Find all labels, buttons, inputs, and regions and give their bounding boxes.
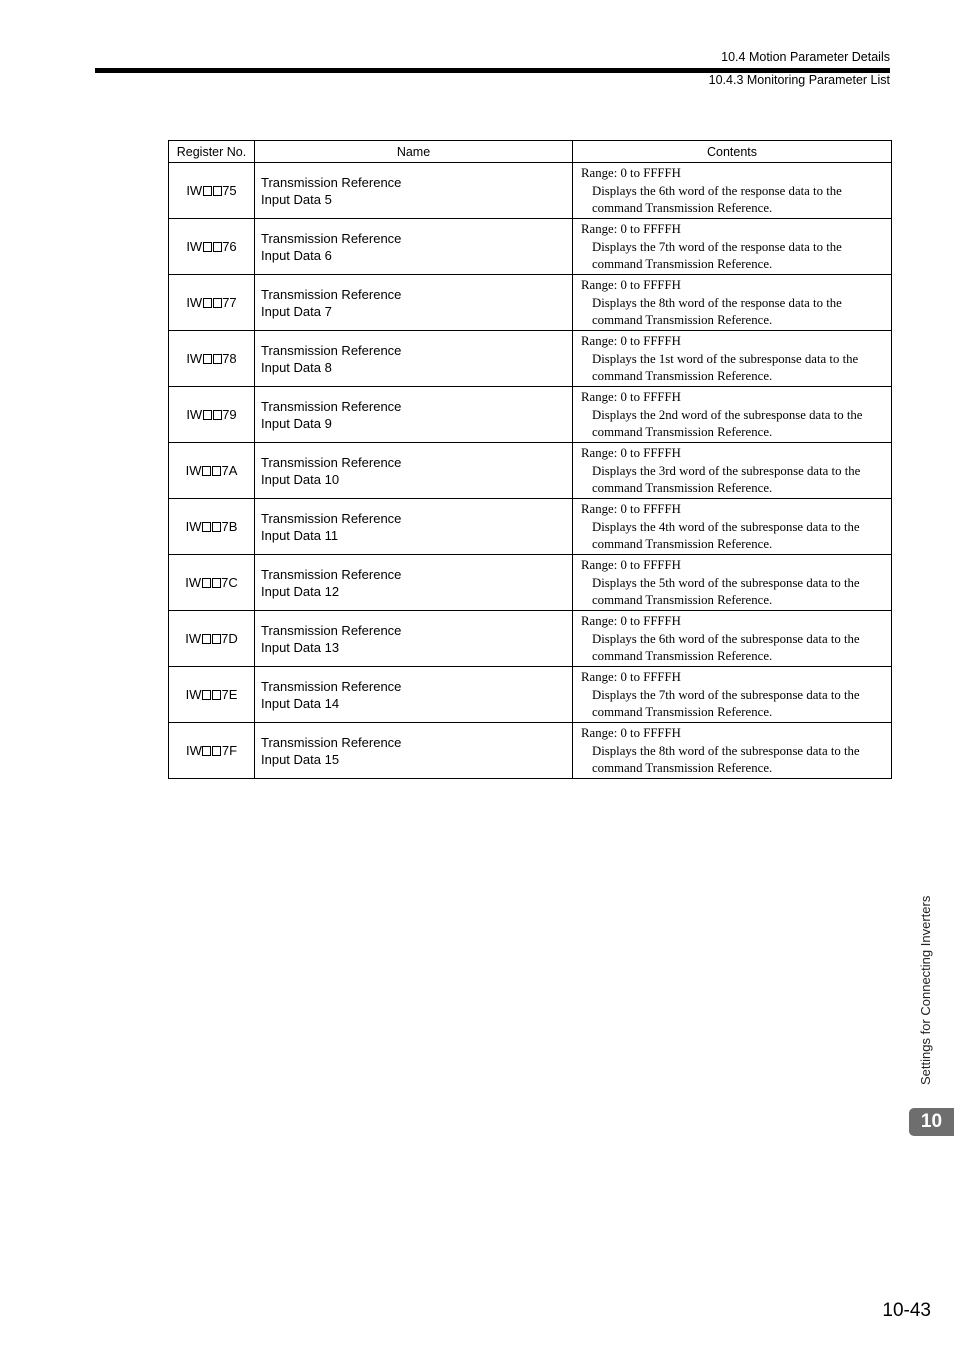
monitoring-parameter-table xyxy=(168,140,892,779)
register-prefix: IW xyxy=(185,519,202,534)
header-section-title: 10.4 Motion Parameter Details xyxy=(721,50,890,64)
description-line: Displays the 3rd word of the subresponse data to the xyxy=(592,463,861,478)
table-row xyxy=(169,667,892,723)
placeholder-box-icon xyxy=(202,466,211,476)
register-suffix: 7D xyxy=(221,631,238,646)
parameter-contents xyxy=(573,555,892,611)
parameter-name xyxy=(255,387,573,443)
table-row xyxy=(169,611,892,667)
parameter-range: Range: 0 to FFFFH xyxy=(581,725,681,740)
table-row xyxy=(169,275,892,331)
parameter-contents xyxy=(573,723,892,779)
parameter-contents xyxy=(573,219,892,275)
placeholder-box-icon xyxy=(213,186,222,196)
register-suffix: 75 xyxy=(222,183,237,198)
table-row xyxy=(169,331,892,387)
column-header-register: Register No. xyxy=(169,141,255,163)
register-number xyxy=(169,443,255,499)
placeholder-box-icon xyxy=(202,746,211,756)
description-line: command Transmission Reference. xyxy=(592,536,773,551)
parameter-description xyxy=(581,294,891,329)
parameter-range: Range: 0 to FFFFH xyxy=(581,557,681,572)
register-suffix: 7A xyxy=(221,463,238,478)
parameter-name xyxy=(255,723,573,779)
description-line: Displays the 5th word of the subresponse data to the xyxy=(592,575,860,590)
placeholder-box-icon xyxy=(203,242,212,252)
description-line: command Transmission Reference. xyxy=(592,312,773,327)
register-number xyxy=(169,723,255,779)
parameter-name-line: Transmission Reference xyxy=(261,230,402,246)
register-prefix: IW xyxy=(185,631,202,646)
register-number xyxy=(169,499,255,555)
parameter-name xyxy=(255,443,573,499)
description-line: command Transmission Reference. xyxy=(592,480,773,495)
register-prefix: IW xyxy=(186,183,203,198)
register-prefix: IW xyxy=(185,575,202,590)
parameter-name xyxy=(255,555,573,611)
table-row xyxy=(169,163,892,219)
parameter-name-line: Transmission Reference xyxy=(261,678,402,694)
description-line: command Transmission Reference. xyxy=(592,704,773,719)
chapter-side-label: Settings for Connecting Inverters xyxy=(918,895,933,1085)
placeholder-box-icon xyxy=(203,354,212,364)
register-suffix: 76 xyxy=(222,239,237,254)
placeholder-box-icon xyxy=(203,410,212,420)
description-line: command Transmission Reference. xyxy=(592,760,773,775)
parameter-name-line: Transmission Reference xyxy=(261,342,402,358)
parameter-description xyxy=(581,686,891,721)
parameter-description xyxy=(581,462,891,497)
parameter-description xyxy=(581,574,891,609)
register-prefix: IW xyxy=(185,463,202,478)
parameter-name-line: Input Data 14 xyxy=(261,695,340,711)
header-subsection-title: 10.4.3 Monitoring Parameter List xyxy=(708,73,890,87)
register-number xyxy=(169,387,255,443)
placeholder-box-icon xyxy=(212,746,221,756)
description-line: Displays the 7th word of the response data to the xyxy=(592,239,842,254)
parameter-contents xyxy=(573,331,892,387)
parameter-range: Range: 0 to FFFFH xyxy=(581,501,681,516)
parameter-name xyxy=(255,275,573,331)
chapter-tab: 10 xyxy=(909,1108,954,1136)
parameter-name-line: Transmission Reference xyxy=(261,286,402,302)
parameter-description xyxy=(581,630,891,665)
description-line: Displays the 6th word of the response data to the xyxy=(592,183,842,198)
description-line: Displays the 6th word of the subresponse data to the xyxy=(592,631,860,646)
placeholder-box-icon xyxy=(203,186,212,196)
parameter-description xyxy=(581,238,891,273)
parameter-description xyxy=(581,350,891,385)
parameter-name-line: Input Data 13 xyxy=(261,639,340,655)
register-suffix: 78 xyxy=(222,351,237,366)
parameter-range: Range: 0 to FFFFH xyxy=(581,613,681,628)
parameter-name xyxy=(255,611,573,667)
parameter-name-line: Input Data 6 xyxy=(261,247,332,263)
parameter-contents xyxy=(573,667,892,723)
parameter-name-line: Transmission Reference xyxy=(261,454,402,470)
placeholder-box-icon xyxy=(202,634,211,644)
placeholder-box-icon xyxy=(212,578,221,588)
parameter-name-line: Input Data 9 xyxy=(261,415,332,431)
parameter-name-line: Input Data 15 xyxy=(261,751,340,767)
parameter-name-line: Transmission Reference xyxy=(261,622,402,638)
description-line: Displays the 1st word of the subresponse data to the xyxy=(592,351,859,366)
parameter-range: Range: 0 to FFFFH xyxy=(581,221,681,236)
parameter-name-line: Input Data 11 xyxy=(261,527,339,543)
parameter-name-line: Input Data 7 xyxy=(261,303,332,319)
description-line: command Transmission Reference. xyxy=(592,648,773,663)
register-prefix: IW xyxy=(185,687,202,702)
register-prefix: IW xyxy=(185,743,202,758)
page-number: 10-43 xyxy=(882,1300,931,1321)
parameter-name-line: Transmission Reference xyxy=(261,566,402,582)
column-header-name: Name xyxy=(255,141,573,163)
placeholder-box-icon xyxy=(202,522,211,532)
placeholder-box-icon xyxy=(212,522,221,532)
placeholder-box-icon xyxy=(212,466,221,476)
register-number xyxy=(169,331,255,387)
parameter-name-line: Input Data 10 xyxy=(261,471,340,487)
parameter-description xyxy=(581,518,891,553)
placeholder-box-icon xyxy=(213,298,222,308)
parameter-name xyxy=(255,499,573,555)
parameter-name-line: Transmission Reference xyxy=(261,734,402,750)
parameter-name xyxy=(255,219,573,275)
parameter-name xyxy=(255,331,573,387)
placeholder-box-icon xyxy=(202,690,211,700)
table-row xyxy=(169,443,892,499)
parameter-contents xyxy=(573,499,892,555)
register-number xyxy=(169,667,255,723)
parameter-range: Range: 0 to FFFFH xyxy=(581,333,681,348)
table-row xyxy=(169,387,892,443)
table-header-row xyxy=(169,141,892,163)
parameter-range: Range: 0 to FFFFH xyxy=(581,445,681,460)
table-row xyxy=(169,499,892,555)
register-suffix: 77 xyxy=(222,295,237,310)
description-line: Displays the 8th word of the response data to the xyxy=(592,295,842,310)
parameter-range: Range: 0 to FFFFH xyxy=(581,389,681,404)
placeholder-box-icon xyxy=(213,242,222,252)
register-suffix: 7C xyxy=(221,575,238,590)
parameter-name-line: Input Data 5 xyxy=(261,191,332,207)
description-line: Displays the 8th word of the subresponse data to the xyxy=(592,743,860,758)
parameter-name-line: Transmission Reference xyxy=(261,510,402,526)
parameter-description xyxy=(581,182,891,217)
column-header-contents: Contents xyxy=(573,141,892,163)
parameter-name xyxy=(255,667,573,723)
description-line: command Transmission Reference. xyxy=(592,592,773,607)
parameter-name-line: Transmission Reference xyxy=(261,398,402,414)
placeholder-box-icon xyxy=(202,578,211,588)
register-suffix: 7B xyxy=(221,519,238,534)
table-row xyxy=(169,555,892,611)
parameter-description xyxy=(581,406,891,441)
placeholder-box-icon xyxy=(213,354,222,364)
parameter-name-line: Input Data 12 xyxy=(261,583,340,599)
register-prefix: IW xyxy=(186,295,203,310)
description-line: command Transmission Reference. xyxy=(592,200,773,215)
parameter-range: Range: 0 to FFFFH xyxy=(581,165,681,180)
parameter-name-line: Input Data 8 xyxy=(261,359,332,375)
register-prefix: IW xyxy=(186,239,203,254)
description-line: Displays the 7th word of the subresponse data to the xyxy=(592,687,860,702)
table-body xyxy=(169,163,892,779)
parameter-name xyxy=(255,163,573,219)
register-suffix: 79 xyxy=(222,407,237,422)
register-number xyxy=(169,219,255,275)
placeholder-box-icon xyxy=(203,298,212,308)
description-line: Displays the 4th word of the subresponse data to the xyxy=(592,519,860,534)
description-line: command Transmission Reference. xyxy=(592,256,773,271)
parameter-contents xyxy=(573,611,892,667)
register-prefix: IW xyxy=(186,407,203,422)
parameter-range: Range: 0 to FFFFH xyxy=(581,277,681,292)
placeholder-box-icon xyxy=(212,634,221,644)
table-row xyxy=(169,723,892,779)
parameter-name-line: Transmission Reference xyxy=(261,174,402,190)
parameter-description xyxy=(581,742,891,777)
placeholder-box-icon xyxy=(213,410,222,420)
description-line: command Transmission Reference. xyxy=(592,424,773,439)
parameter-contents xyxy=(573,275,892,331)
placeholder-box-icon xyxy=(212,690,221,700)
register-prefix: IW xyxy=(186,351,203,366)
description-line: Displays the 2nd word of the subresponse data to the xyxy=(592,407,863,422)
parameter-contents xyxy=(573,443,892,499)
register-suffix: 7E xyxy=(221,687,238,702)
parameter-range: Range: 0 to FFFFH xyxy=(581,669,681,684)
parameter-contents xyxy=(573,387,892,443)
description-line: command Transmission Reference. xyxy=(592,368,773,383)
register-number xyxy=(169,555,255,611)
register-suffix: 7F xyxy=(221,743,238,758)
register-number xyxy=(169,611,255,667)
register-number xyxy=(169,275,255,331)
table-row xyxy=(169,219,892,275)
register-number xyxy=(169,163,255,219)
parameter-contents xyxy=(573,163,892,219)
